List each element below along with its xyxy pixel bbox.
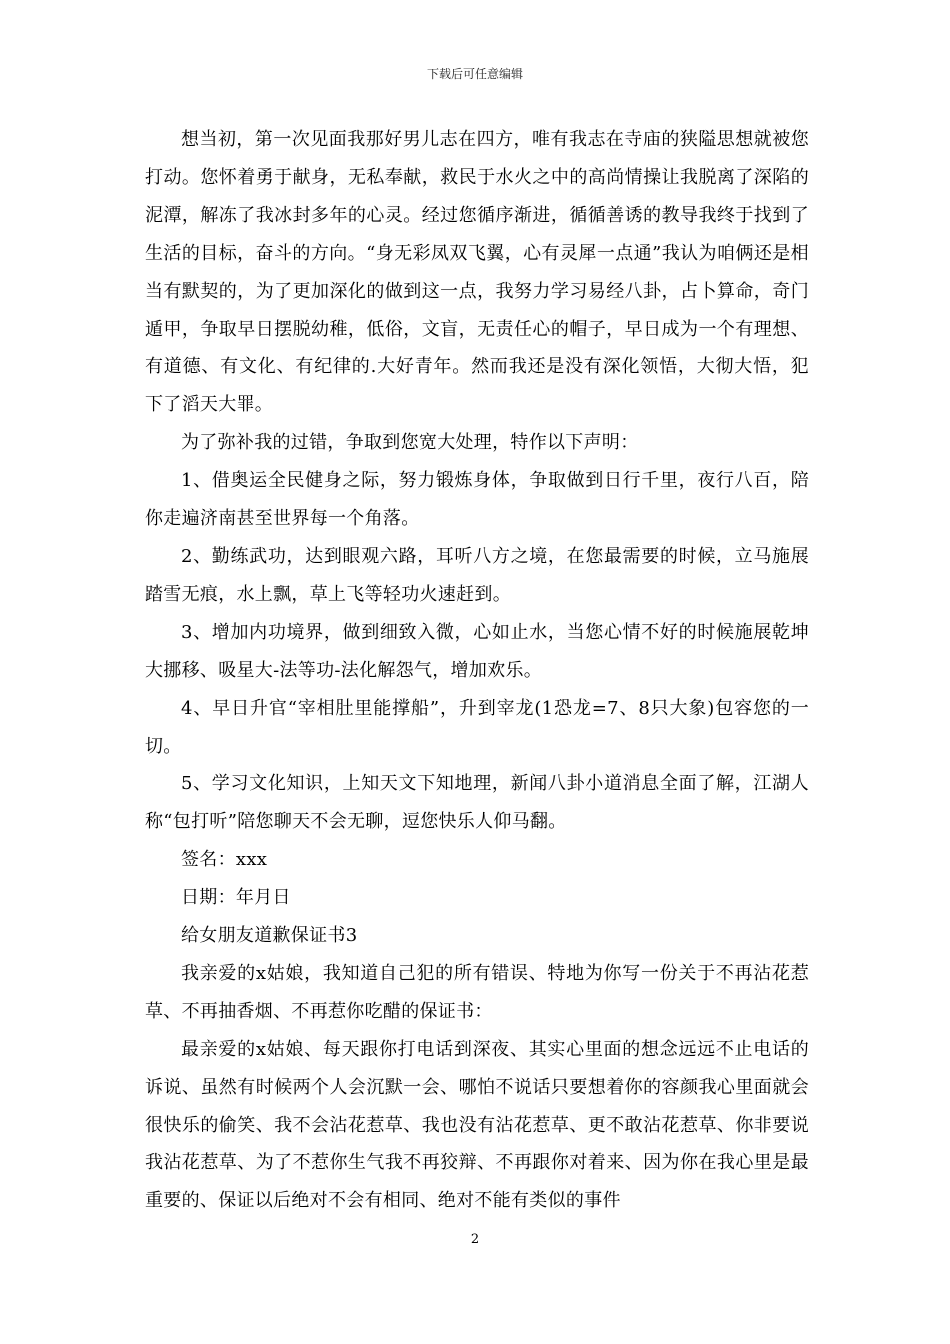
paragraph-pledge-4: 4、早日升官“宰相肚里能撑船”，升到宰龙(1恐龙=7、8只大象)包容您的一切。 — [145, 697, 809, 757]
paragraph-declaration-intro: 为了弥补我的过错，争取到您宽大处理，特作以下声明： — [181, 432, 639, 454]
paragraph-pledge-5: 5、学习文化知识，上知天文下知地理，新闻八卦小道消息全面了解，江湖人称“包打听”陪您聊天不会无聊，逗您快乐人仰马翻。 — [145, 773, 809, 833]
paragraph-letter-intro: 我亲爱的x姑娘，我知道自己犯的所有错误、特地为你写一份关于不再沾花惹草、不再抽香烟、不再惹你吃醋的保证书： — [145, 962, 809, 1022]
page-number: 2 — [470, 1232, 480, 1247]
page-header: 下载后可任意编辑 — [426, 67, 523, 81]
paragraph-pledge-3: 3、增加内功境界，做到细致入微，心如止水，当您心情不好的时候施展乾坤大挪移、吸星大-法等功-法化解怨气，增加欢乐。 — [145, 621, 809, 681]
paragraph-pledge-1: 1、借奥运全民健身之际，努力锻炼身体，争取做到日行千里，夜行八百，陪你走遍济南甚至世界每一个角落。 — [145, 470, 809, 530]
paragraph-recollection: 想当初，第一次见面我那好男儿志在四方，唯有我志在寺庙的狭隘思想就被您打动。您怀着勇于献身，无私奉献，救民于水火之中的高尚情操让我脱离了深陷的泥潭，解冻了我冰封多年的心灵。经过您循序渐进，循循善诱的教导我终于找到了生活的目标，奋斗的方向。“身无彩凤双飞翼，心有灵犀一点通”我认为咱俩还是相当有默契的，为了更加深化的做到这一点，我努力学习易经八卦，占卜算命，奇门遁甲，争取早日摆脱幼稚，低俗，文盲，无责任心的帽子，早日成为一个有理想、有道德、有文化、有纪律的.大好青年。然而我还是没有深化领悟，大彻大悟，犯下了滔天大罪。 — [145, 129, 809, 416]
date-line: 日期：年月日 — [181, 887, 291, 909]
section-title: 给女朋友道歉保证书3 — [181, 925, 358, 947]
paragraph-pledge-2: 2、勤练武功，达到眼观六路，耳听八方之境，在您最需要的时候，立马施展踏雪无痕，水上飘，草上飞等轻功火速赶到。 — [145, 545, 809, 605]
document-body — [145, 121, 809, 1220]
signature-line: 签名：xxx — [181, 849, 268, 871]
paragraph-letter-body: 最亲爱的x姑娘、每天跟你打电话到深夜、其实心里面的想念远远不止电话的诉说、虽然有时候两个人会沉默一会、哪怕不说话只要想着你的容颜我心里面就会很快乐的偷笑、我不会沾花惹草、我也没有沾花惹草、更不敢沾花惹草、你非要说我沾花惹草、为了不惹你生气我不再狡辩、不再跟你对着来、因为你在我心里是最重要的、保证以后绝对不会有相同、绝对不能有类似的事件 — [145, 1038, 809, 1212]
